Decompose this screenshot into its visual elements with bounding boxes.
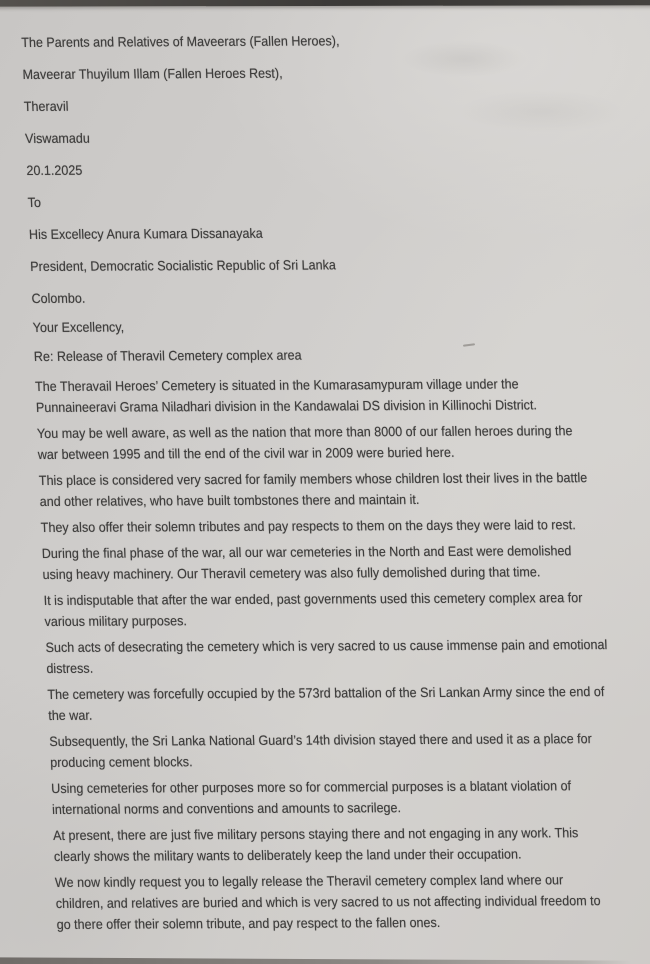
paragraph-line: Such acts of desecrating the cemetery which is very sacred to us cause immense pain and emotional — [45, 637, 608, 655]
paragraph-line: During the final phase of the war, all our war cemeteries in the North and East were demolished — [41, 543, 572, 561]
recipient-line: President, Democratic Socialistic Republic of Sri Lanka — [29, 257, 337, 274]
sender-line: Maveerar Thuyilum Illam (Fallen Heroes Rest), — [22, 65, 283, 82]
paragraph-line: the war. — [47, 707, 93, 723]
paragraph-line: distress. — [46, 660, 94, 676]
paragraph-line: Subsequently, the Sri Lanka National Guard’s 14th division stayed there and used it as a place for — [49, 731, 593, 749]
paragraph-11 — [53, 822, 650, 867]
paragraph-6 — [43, 587, 650, 632]
salutation: Your Excellency, — [32, 319, 125, 335]
subject-line: Re: Release of Theravil Cemetery complex area — [33, 347, 302, 364]
paragraph-line: children, and relatives are buried and which is very sacred to us not affecting individual freedom to — [55, 893, 601, 911]
paragraph-line: Using cemeteries for other purposes more so for commercial purposes is a blatant violation of — [50, 778, 572, 796]
paragraph-7 — [45, 634, 650, 679]
paragraph-line: international norms and conventions and amounts to sacrilege. — [51, 800, 402, 817]
recipient-line: Colombo. — [31, 290, 86, 306]
paragraph-line: The Theravail Heroes’ Cemetery is situated in the Kumarasamypuram village under the — [34, 376, 519, 394]
paragraph-line: You may be well aware, as well as the nation that more than 8000 of our fallen heroes during the — [36, 423, 573, 441]
paragraph-line: clearly shows the military wants to deliberately keep the land under their occupation. — [53, 846, 522, 864]
paragraph-line: and other relatives, who have built tombstones there and maintain it. — [39, 492, 420, 509]
paragraph-line: go there offer their solemn tribute, and pay respect to the fallen ones. — [56, 914, 441, 932]
paragraph-line: At present, there are just five military persons staying there and not engaging in any work. This — [52, 825, 579, 843]
paragraph-line: The cemetery was forcefully occupied by the 573rd battalion of the Sri Lankan Army since the end of — [47, 684, 605, 702]
paragraph-4 — [40, 514, 647, 538]
background-edge-top — [0, 0, 650, 7]
sender-line: Theravil — [23, 98, 69, 114]
paragraph-5 — [41, 540, 649, 585]
paragraph-line: using heavy machinery. Our Theravil cemetery was also fully demolished during that time. — [42, 564, 541, 582]
paragraph-9 — [49, 728, 650, 773]
sender-line: The Parents and Relatives of Maveerars (Fallen Heroes), — [20, 33, 340, 50]
paragraph-10 — [51, 775, 650, 820]
paragraph-line: war between 1995 and till the end of the civil war in 2009 were buried here. — [37, 444, 455, 462]
paragraph-8 — [47, 681, 650, 726]
paragraph-line: Punnaineeravi Grama Niladhari division in the Kandawalai DS division in Killinochi District. — [35, 397, 538, 415]
paragraph-1 — [35, 373, 643, 418]
letter-page — [21, 33, 650, 940]
background-edge-bottom — [0, 957, 632, 964]
paragraph-line: They also offer their solemn tributes and pay respects to them on the days they were laid to rest. — [40, 517, 576, 535]
paragraph-line: It is indisputable that after the war ended, past governments used this cemetery complex area for — [43, 590, 583, 608]
recipient-line: To — [27, 194, 42, 210]
paragraph-2 — [37, 420, 645, 465]
paragraph-12 — [55, 869, 650, 935]
letter-body — [35, 373, 650, 935]
letter-date: 20.1.2025 — [26, 162, 83, 178]
sender-line: Viswamadu — [24, 130, 91, 146]
paragraph-line: various military purposes. — [44, 613, 188, 629]
paragraph-line: producing cement blocks. — [49, 754, 193, 770]
paragraph-line: This place is considered very sacred for family members whose children lost their lives in the battle — [38, 470, 588, 488]
recipient-line: His Excellecy Anura Kumara Dissanayaka — [28, 225, 263, 242]
paragraph-3 — [38, 467, 646, 512]
paragraph-line: We now kindly request you to legally release the Theravil cemetery complex land where our — [54, 872, 564, 890]
